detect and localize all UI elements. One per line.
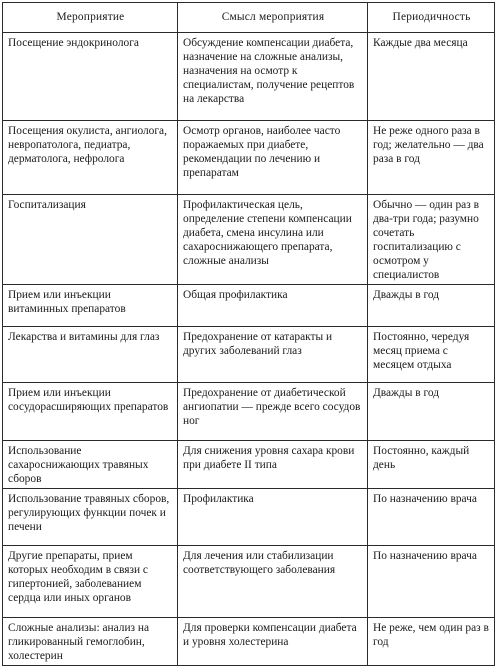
- event-cell: Прием или инъекции витаминных препаратов: [3, 285, 178, 327]
- purpose-cell: Для снижения уровня сахара крови при диабете II типа: [178, 441, 368, 489]
- event-cell: Использование травяных сборов, регулирующих функции почек и печени: [3, 489, 178, 546]
- purpose-cell: Для проверки компенсации диабета и уровня холестерина: [178, 618, 368, 666]
- event-cell: Другие препараты, прием которых необходим в связи с гипертонией, заболеванием сердца или иных органов: [3, 546, 178, 618]
- purpose-cell: Профилактическая цель, определение степени компенсации диабета, смена инсулина или сахароснижающего препарата, сложные анализы: [178, 195, 368, 285]
- frequency-cell: Обычно — один раз в два-три года; разумно сочетать госпитализацию с осмотром у специалистов: [368, 195, 495, 285]
- event-cell: Прием или инъекции сосудорасширяющих препаратов: [3, 383, 178, 441]
- table-row: [3, 383, 495, 441]
- frequency-cell: Каждые два месяца: [368, 33, 495, 121]
- frequency-cell: Дважды в год: [368, 383, 495, 441]
- table-row: [3, 285, 495, 327]
- frequency-cell: По назначению врача: [368, 489, 495, 546]
- event-cell: Сложные анализы: анализ на гликированный гемоглобин, холестерин: [3, 618, 178, 666]
- purpose-cell: Обсуждение компенсации диабета, назначение на сложные анализы, назначения на осмотр к специалистам, получение рецептов на лекарства: [178, 33, 368, 121]
- table-row: [3, 441, 495, 489]
- table-row: [3, 121, 495, 195]
- purpose-cell: Общая профилактика: [178, 285, 368, 327]
- frequency-cell: По назначению врача: [368, 546, 495, 618]
- table-row: [3, 195, 495, 285]
- table-header-row: [3, 3, 495, 33]
- purpose-cell: Предохранение от катаракты и других заболеваний глаз: [178, 327, 368, 383]
- column-header-event: Мероприятие: [3, 3, 178, 33]
- frequency-cell: Постоянно, чередуя месяц приема с месяцем отдыха: [368, 327, 495, 383]
- purpose-cell: Профилактика: [178, 489, 368, 546]
- frequency-cell: Дважды в год: [368, 285, 495, 327]
- event-cell: Использование сахароснижающих травяных сборов: [3, 441, 178, 489]
- table-row: [3, 546, 495, 618]
- table-row: [3, 33, 495, 121]
- table-row: [3, 489, 495, 546]
- event-cell: Госпитализация: [3, 195, 178, 285]
- frequency-cell: Постоянно, каждый день: [368, 441, 495, 489]
- event-cell: Посещение эндокринолога: [3, 33, 178, 121]
- purpose-cell: Для лечения или стабилизации соответствующего заболевания: [178, 546, 368, 618]
- table-row: [3, 327, 495, 383]
- event-cell: Лекарства и витамины для глаз: [3, 327, 178, 383]
- purpose-cell: Осмотр органов, наиболее часто поражаемых при диабете, рекомендации по лечению и препаратам: [178, 121, 368, 195]
- table-row: [3, 618, 495, 666]
- event-cell: Посещения окулиста, ангиолога, невропатолога, педиатра, дерматолога, нефролога: [3, 121, 178, 195]
- column-header-purpose: Смысл мероприятия: [178, 3, 368, 33]
- frequency-cell: Не реже одного раза в год; желательно — два раза в год: [368, 121, 495, 195]
- column-header-frequency: Периодичность: [368, 3, 495, 33]
- frequency-cell: Не реже, чем один раз в год: [368, 618, 495, 666]
- purpose-cell: Предохранение от диабетической ангиопатии — прежде всего сосудов ног: [178, 383, 368, 441]
- schedule-table: [2, 2, 495, 666]
